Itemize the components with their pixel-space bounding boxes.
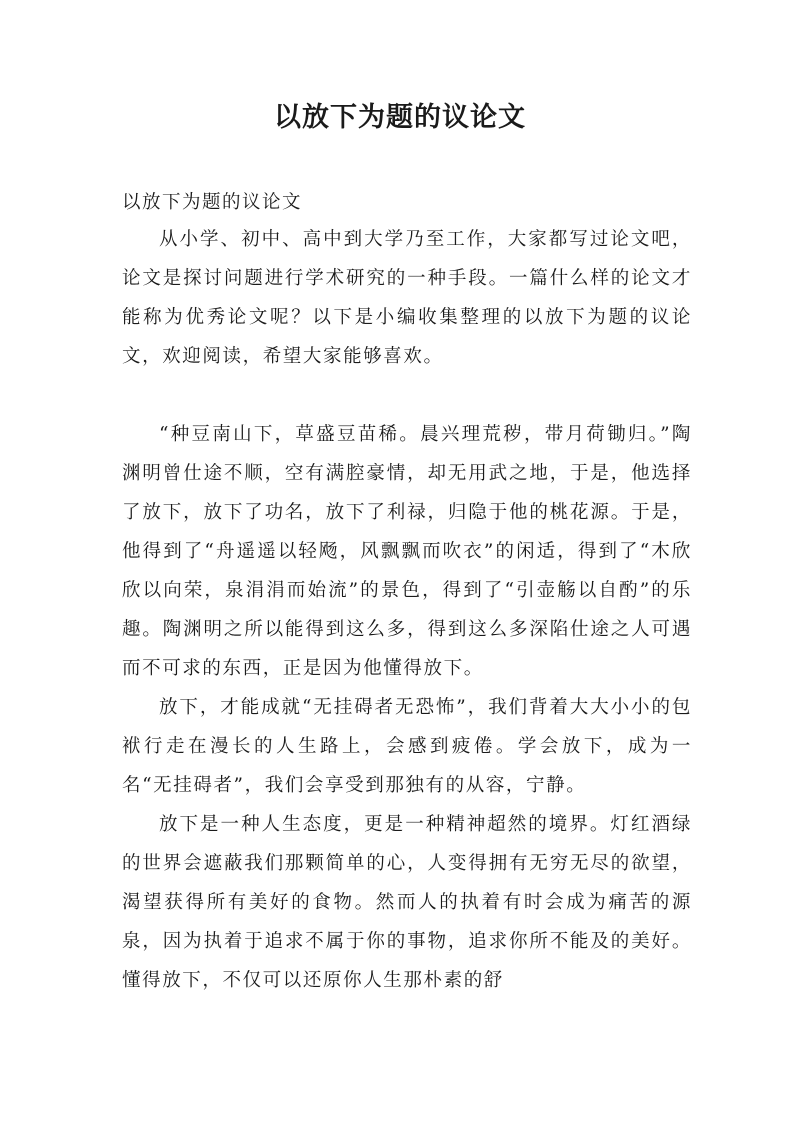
paragraph-spacer: [122, 376, 692, 415]
document-body: [122, 220, 692, 1000]
paragraph-no-hindrance: 放下，才能成就“无挂碍者无恐怖”，我们背着大大小小的包袱行走在漫长的人生路上，会感到疲倦。学会放下，成为一名“无挂碍者”，我们会享受到那独有的从容，宁静。: [122, 697, 692, 796]
paragraph-tao-yuanming: “种豆南山下，草盛豆苗稀。晨兴理荒秽，带月荷锄归。”陶渊明曾仕途不顺，空有满腔豪情，却无用武之地，于是，他选择了放下，放下了功名，放下了利禄，归隐于他的桃花源。于是，他得到了“舟遥遥以轻飏，风飘飘而吹衣”的闲适，得到了“木欣欣以向荣，泉涓涓而始流”的景色，得到了“引壶觞以自酌”的乐趣。陶渊明之所以能得到这么多，得到这么多深陷仕途之人可遇而不可求的东西，正是因为他懂得放下。: [122, 424, 692, 679]
document-subtitle: 以放下为题的议论文: [122, 192, 303, 213]
paragraph-intro: 从小学、初中、高中到大学乃至工作，大家都写过论文吧，论文是探讨问题进行学术研究的一种手段。一篇什么样的论文才能称为优秀论文呢？以下是小编收集整理的以放下为题的议论文，欢迎阅读，希望大家能够喜欢。: [122, 229, 692, 367]
page-title: 以放下为题的议论文: [274, 102, 526, 133]
paragraph-attitude: 放下是一种人生态度，更是一种精神超然的境界。灯红酒绿的世界会遮蔽我们那颗简单的心，人变得拥有无穷无尽的欲望，渴望获得所有美好的食物。然而人的执着有时会成为痛苦的源泉，因为执着于追求不属于你的事物，追求你所不能及的美好。懂得放下，不仅可以还原你人生那朴素的舒: [122, 814, 692, 991]
